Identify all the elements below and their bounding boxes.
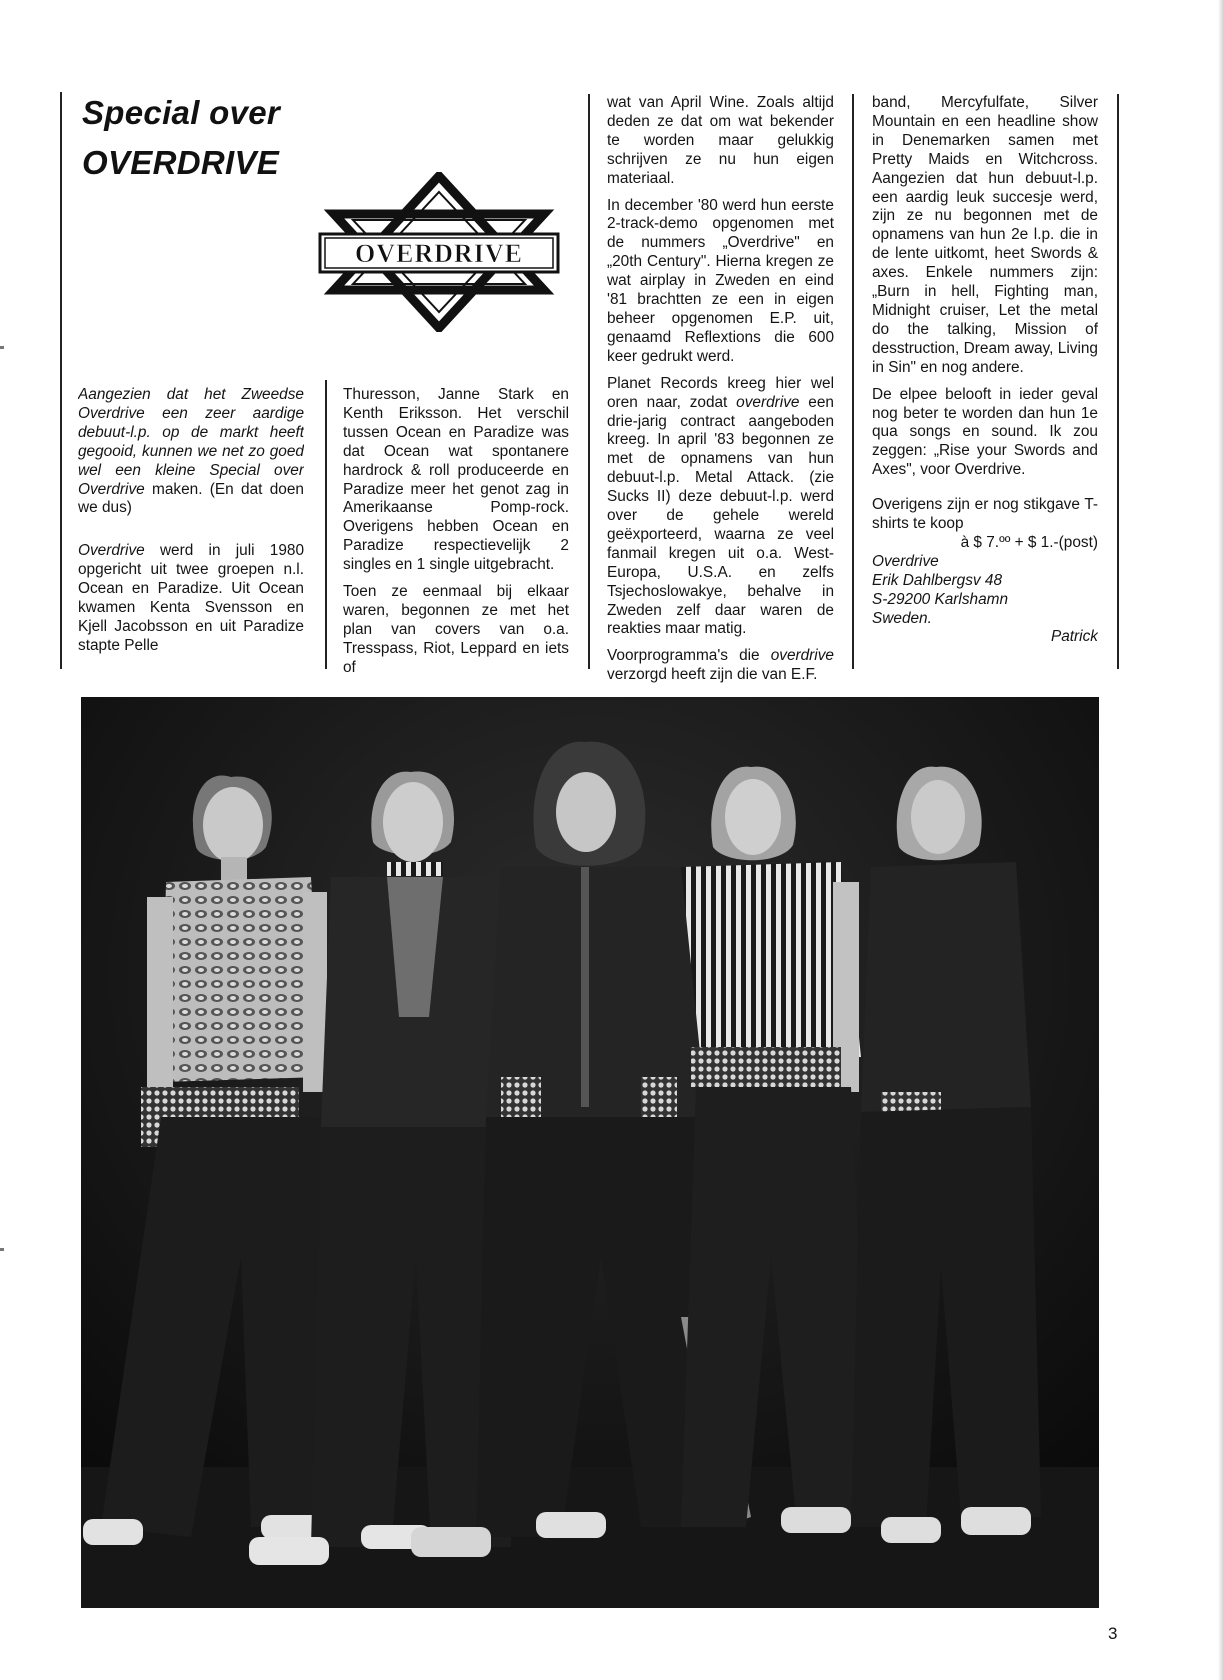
address-line: S-29200 Karlshamn [872,590,1009,608]
title-line-1: Special over [82,94,281,131]
author-signature: Patrick [1050,628,1098,646]
paragraph: Overdrive werd in juli 1980 opgericht uit twee groepen n.l. Ocean en Paradize. Uit Ocean kwamen Kenta Svensson en Kjell Jacobsson en uit Paradize stapte Pelle [78,542,304,654]
column-rule [852,94,854,669]
paragraph: Voorprogramma's die overdrive verzorgd heeft zijn die van E.F. [607,647,834,684]
paragraph: Toen ze eenmaal bij elkaar waren, begonnen ze met het plan van covers van o.a. Tresspass, Riot, Leppard en iets of [343,583,569,676]
paragraph: wat van April Wine. Zoals altijd deden ze dat om wat bekender te worden maar gelukkig schrijven ze nu hun eigen materiaal. [607,94,834,187]
column-rule [1117,94,1119,669]
band-photo [81,697,1099,1608]
address-block [872,553,1098,629]
article-title [82,88,322,188]
intro-paragraph: Aangezien dat het Zweedse Overdrive een zeer aardige debuut-l.p. op de markt heeft gegooid, kunnen we net zo goed wel een kleine Special over Overdrive maken. (En dat doen we dus) [78,386,304,517]
overdrive-logo [318,172,560,332]
price-line: à $ 7.ºº + $ 1.-(post) [960,533,1098,551]
address-line: Erik Dahlbergsv 48 [872,571,1003,589]
scan-mark [0,346,4,349]
paragraph: Thuresson, Janne Stark en Kenth Eriksson. Het verschil tussen Ocean en Paradize was dat Ocean wat spontanere hardrock & roll produceerde en Paradize meer het genot zag in Amerikaanse Pomp-rock. Overigens hebben Ocean en Paradize respectievelijk 2 singles en 1 single uitgebracht. [343,386,569,574]
title-line-2: OVERDRIVE [82,144,280,181]
column-rule [588,94,590,669]
paragraph: De elpee belooft in ieder geval nog beter te worden dan hun 1e qua songs en sound. Ik zou zeggen: „Rise your Swords and Axes", voor Overdrive. [872,385,1098,479]
text-column-3 [607,94,834,693]
address-line: Overdrive [872,552,939,570]
paragraph: Overigens zijn er nog stikgave T-shirts te koop [872,496,1098,533]
paragraph: In december '80 werd hun eerste 2-track-demo opgenomen met de nummers „Overdrive" en „20th Century". Hierna kregen ze wat airplay in Zweden en eind '81 brachtten ze een in eigen beheer opgenomen E.P. uit, genaamd Reflextions die 600 keer gedrukt werd. [607,196,834,365]
page-edge-shadow [1218,0,1224,1680]
paragraph: Planet Records kreeg hier wel oren naar, zodat overdrive een drie-jarig contract aangeboden kreeg. In april '83 begonnen ze met de opnamens van hun debuut-l.p. Metal Attack. (zie Sucks II) deze debuut-l.p. werd over de gehele wereld geëxporteerd, waarna ze veel fanmail kregen uit o.a. West-Europa, U.S.A. en zelfs Tsjechoslowakye, behalve in Zweden zelf daar waren de reakties maar matig. [607,374,834,638]
text-column-1 [78,386,304,664]
page-number: 3 [1108,1624,1118,1643]
paragraph: band, Mercyfulfate, Silver Mountain en een headline show in Denemarken samen met Pretty Maids en Witchcross. Aangezien dat hun debuut-l.p. een aardig leuk succesje werd, zijn ze nu begonnen met de opnamens van hun 2e l.p. die in de lente uitkomt, heet Swords & axes. Enkele nummers zijn: „Burn in hell, Fighting man, Midnight cruiser, Let the metal do the talking, Mission of desstruction, Dream away, Living in Sin" en nog andere. [872,94,1098,376]
column-rule [325,380,327,669]
address-line: Sweden. [872,609,932,627]
text-column-4 [872,94,1098,655]
scan-mark [0,1248,4,1251]
column-rule [60,92,62,669]
text-column-2 [343,386,569,686]
logo-lettering: OVERDRIVE [355,239,523,268]
